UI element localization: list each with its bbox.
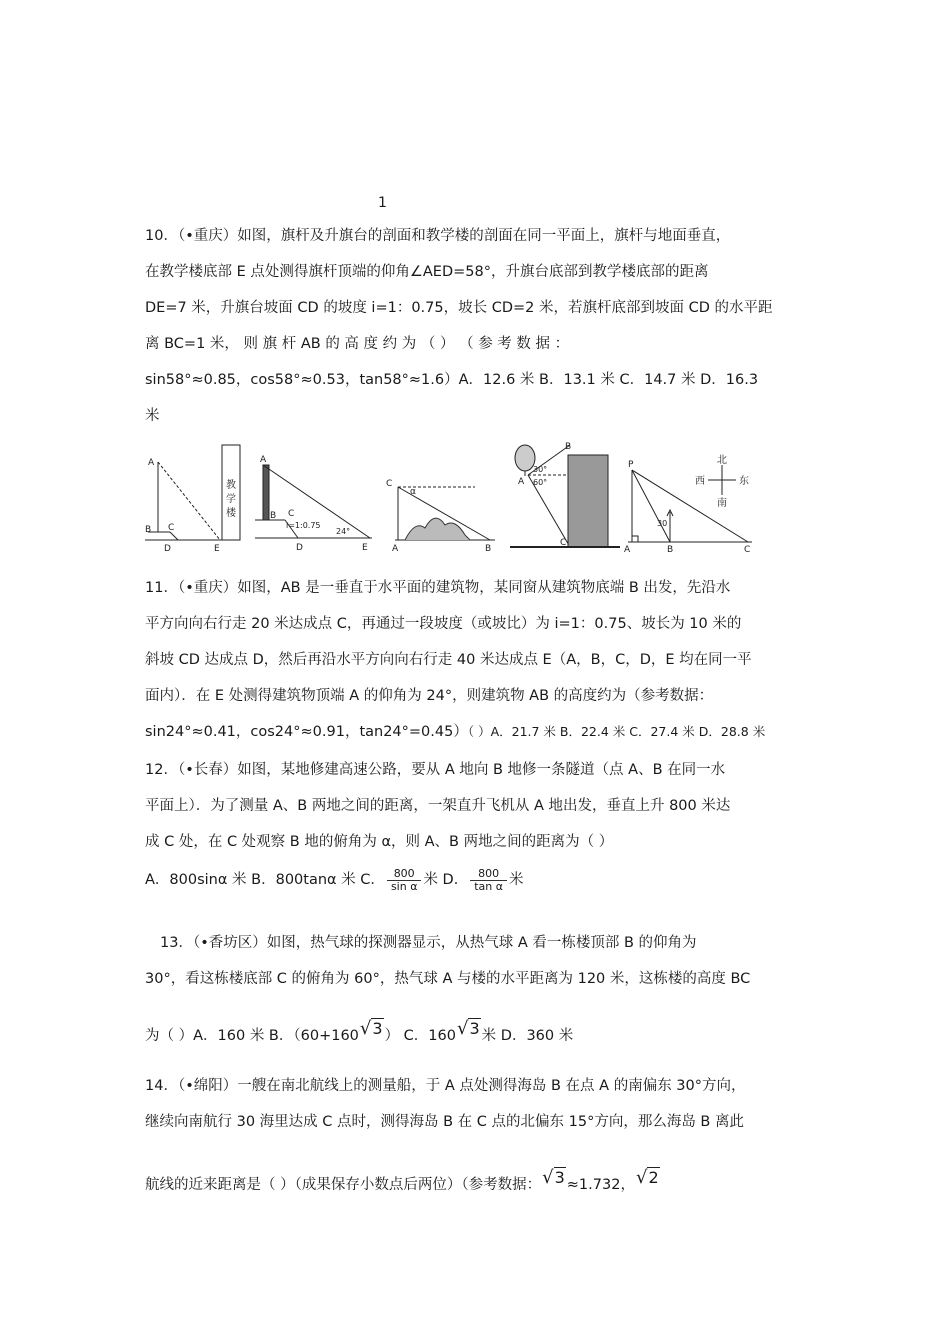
- fig3-label-b: B: [485, 544, 492, 554]
- fig4-angle-30: 30°: [533, 465, 548, 474]
- q12-line-2: 平面上）．为了测量 A、B 两地之间的距离，一架直升飞机从 A 地出发，垂直上升 800 米达: [145, 798, 731, 814]
- fig2-label-c: C: [288, 509, 295, 519]
- figure-3: [386, 479, 495, 554]
- fig4-label-b: B: [565, 442, 572, 452]
- q14-approx: ≈1.732，: [566, 1177, 635, 1193]
- q14-text: 航线的近来距离是（ ）（成果保存小数点后两位）（参考数据：: [145, 1177, 542, 1193]
- sqrt-3-symbol: √3: [359, 1018, 383, 1039]
- q13-line-1: 13．（•香坊区）如图，热气球的探测器显示，从热气球 A 看一栋楼顶部 B 的仰角为: [160, 935, 697, 951]
- q11-line-4: 面内）．在 E 处测得建筑物顶端 A 的仰角为 24°，则建筑物 AB 的高度约为（参考数据：: [145, 688, 714, 704]
- q13-option-c: ） C．160: [384, 1028, 456, 1044]
- q12-line-3: 成 C 处，在 C 处观察 B 地的俯角为 α，则 A、B 两地之间的距离为（ ）: [145, 834, 614, 850]
- compass-east: 东: [739, 476, 749, 487]
- q14-line-1: 14．（•绵阳）一艘在南北航线上的测量船，于 A 点处测得海岛 B 在点 A 的南偏东 30°方向，: [145, 1078, 746, 1094]
- fig1-building-char-1: 教: [226, 480, 236, 491]
- q10-line-3: DE=7 米，升旗台坡面 CD 的坡度 i=1：0.75，坡长 CD=2 米，若旗杆底部到坡面 CD 的水平距: [145, 300, 773, 316]
- q10-line-2: 在教学楼底部 E 点处测得旗杆顶端的仰角∠AED=58°，升旗台底部到教学楼底部的距离: [145, 264, 709, 280]
- q13-line-3: [145, 1011, 810, 1054]
- q11-line-2: 平方向向右行走 20 米达成点 C，再通过一段坡度（或坡比）为 i=1：0.75、坡长为 10 米的: [145, 616, 742, 632]
- fig2-label-a: A: [260, 455, 267, 465]
- sqrt-3-symbol: √3: [542, 1167, 565, 1188]
- radicand: 2: [648, 1168, 659, 1187]
- fig2-label-d: D: [296, 543, 303, 553]
- fig2-angle-label: 24°: [336, 527, 351, 536]
- fig5-label-p: P: [628, 460, 634, 470]
- fraction-numerator: 800: [387, 868, 422, 881]
- question-13: [160, 925, 810, 961]
- fig2-label-b: B: [270, 511, 277, 521]
- figure-2: [255, 455, 372, 553]
- figure-5: [624, 454, 752, 555]
- fraction-numerator: 800: [470, 868, 507, 881]
- q11-ref-data: sin24°≈0.41，cos24°≈0.91，tan24°=0.45）: [145, 724, 468, 740]
- question-12: [145, 752, 810, 900]
- fig2-slope-label: i=1:0.75: [286, 521, 321, 530]
- fig4-angle-60: 60°: [533, 478, 548, 487]
- fig4-label-c: C: [560, 538, 567, 548]
- q11-line-3: 斜坡 CD 达成点 D，然后再沿水平方向向右行走 40 米达成点 E（A，B，C，D，E 均在同一平: [145, 652, 752, 668]
- fraction-denominator: sin α: [390, 879, 418, 893]
- fig3-alpha: α: [410, 487, 416, 497]
- q14-line-3: [145, 1160, 810, 1203]
- fig1-building-char-2: 学: [226, 494, 236, 505]
- q13-options-a-b: 为（ ）A．160 米 B．（60+160: [145, 1028, 359, 1044]
- q11-options: （ ）A．21.7 米 B．22.4 米 C．27.4 米 D．28.8 米: [467, 724, 766, 739]
- fig1-label-e: E: [214, 544, 220, 554]
- q10-line-1: 10．（•重庆）如图，旗杆及升旗台的剖面和教学楼的剖面在同一平面上，旗杆与地面垂直，: [145, 228, 731, 244]
- fig1-label-b: B: [145, 525, 152, 535]
- fig5-label-a: A: [624, 545, 631, 555]
- q12-line-1: 12．（•长春）如图，某地修建高速公路，要从 A 地向 B 地修一条隧道（点 A、B 在同一水: [145, 762, 726, 778]
- sqrt-3-symbol: √3: [457, 1018, 480, 1039]
- fig2-label-e: E: [362, 543, 368, 553]
- fraction-800-tan: [470, 868, 507, 893]
- fig5-label-c: C: [744, 545, 751, 555]
- q12-option-d-prefix: 米 D．: [423, 872, 469, 888]
- fig4-label-a: A: [518, 477, 525, 487]
- fig1-building-char-3: 楼: [226, 508, 236, 519]
- radicand: 3: [554, 1168, 565, 1187]
- q10-line-4: 离 BC=1 米， 则 旗 杆 AB 的 高 度 约 为 （ ） （ 参 考 数 据 ：: [145, 336, 570, 352]
- radicand: 3: [469, 1019, 480, 1038]
- q13-line-2: 30°，看这栋楼底部 C 的俯角为 60°，热气球 A 与楼的水平距离为 120 米，这栋楼的高度 BC: [145, 971, 751, 987]
- fig1-label-a: A: [148, 458, 155, 468]
- q13-option-d: 米 D．360 米: [481, 1028, 574, 1044]
- q11-line-1: 11．（•重庆）如图，AB 是一垂直于水平面的建筑物，某同窗从建筑物底端 B 出发，先沿水: [145, 580, 731, 596]
- fig1-label-c: C: [168, 523, 175, 533]
- fig5-angle-30: 30: [657, 519, 668, 528]
- fig1-label-d: D: [164, 544, 171, 554]
- question-11: [145, 570, 810, 750]
- q12-option-a-b: A．800sinα 米 B．800tanα 米 C．: [145, 872, 385, 888]
- question-10: [145, 218, 810, 434]
- q14-line-2: 继续向南航行 30 海里达成 C 点时，测得海岛 B 在 C 点的北偏东 15°方向，那么海岛 B 离此: [145, 1114, 744, 1130]
- fig3-label-c: C: [386, 479, 393, 489]
- q12-options: [145, 860, 810, 900]
- fraction-800-sin: [387, 868, 422, 893]
- fig3-label-a: A: [392, 544, 399, 554]
- fig5-label-b: B: [667, 545, 674, 555]
- page-number: 1: [378, 195, 387, 211]
- q10-line-5: sin58°≈0.85，cos58°≈0.53，tan58°≈1.6）A．12.6 米 B．13.1 米 C．14.7 米 D．16.3: [145, 372, 759, 388]
- compass-south: 南: [717, 498, 727, 509]
- figure-1: [145, 445, 240, 554]
- figure-4: [510, 442, 620, 548]
- compass-north: 北: [717, 455, 727, 466]
- radicand: 3: [372, 1019, 383, 1038]
- question-13-cont: [145, 961, 810, 1054]
- figures-strip: [140, 440, 800, 555]
- q11-line-5: [145, 714, 810, 750]
- fraction-denominator: tan α: [474, 879, 504, 893]
- compass-west: 西: [695, 476, 705, 487]
- q10-line-6: 米: [145, 408, 160, 424]
- q12-option-d-suffix: 米: [509, 872, 524, 888]
- sqrt-2-symbol: √2: [635, 1167, 659, 1188]
- question-14: [145, 1068, 810, 1203]
